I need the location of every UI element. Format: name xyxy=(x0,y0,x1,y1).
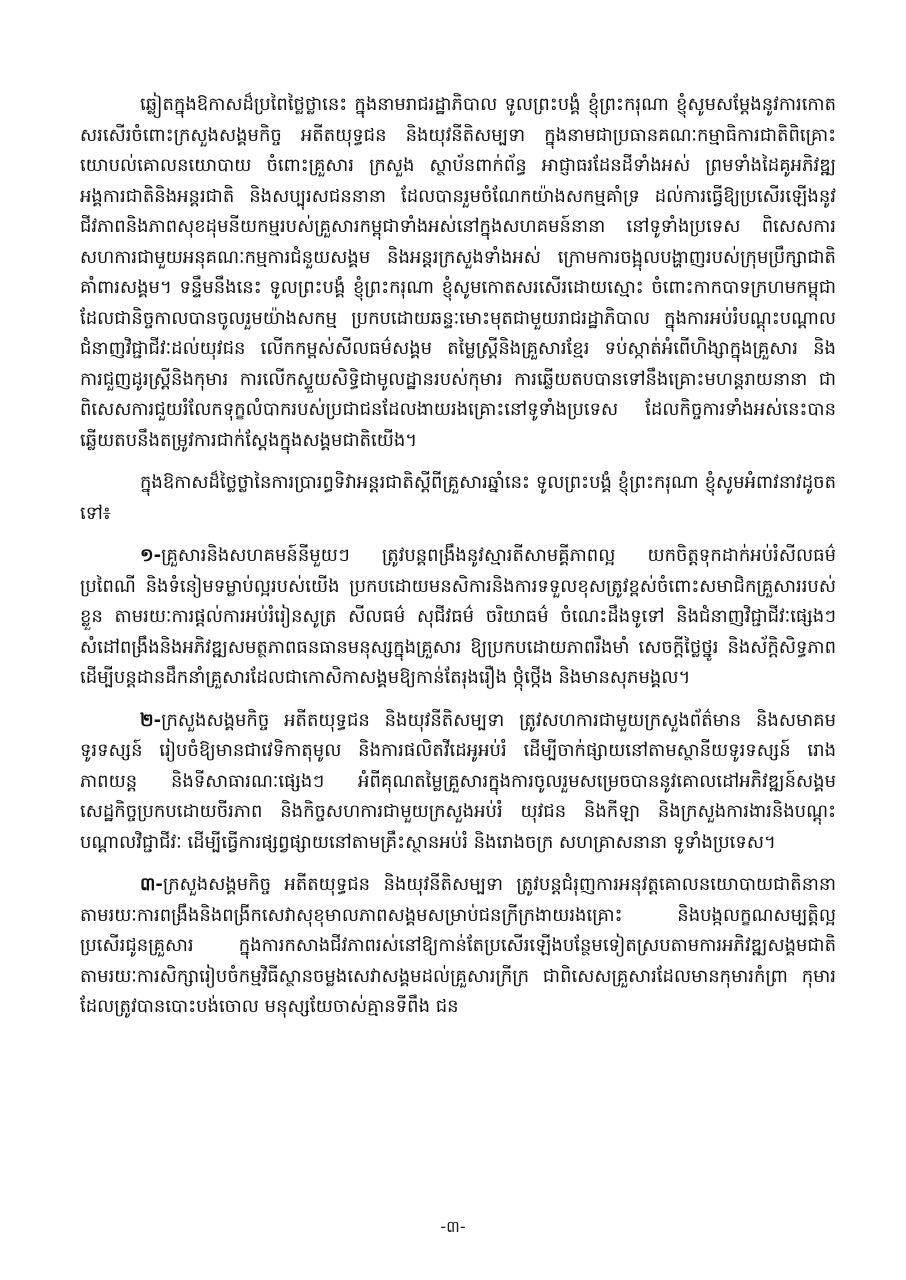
body-text xyxy=(80,90,836,1023)
paragraph-text: ឆ្លៀតក្នុងឱកាសដ៏ប្រពៃថ្លៃថ្លានេះ ក្នុងនាមរាជរដ្ឋាភិបាល ទូលព្រះបង្គំ ខ្ញុំព្រះករុណា ខ្ញុំសូមសម្តែងនូវការកោតសរសើរចំពោះក្រសួងសង្គមកិច្ច អតីតយុទ្ធជន និងយុវនីតិសម្បទា ក្នុងនាមជាប្រធានគណៈកម្មាធិការជាតិពិគ្រោះយោបល់គោលនយោបាយ ចំពោះគ្រួសារ ក្រសួង ស្ថាប័នពាក់ព័ន្ធ អាជ្ញាធរដែនដីទាំងអស់ ព្រមទាំងដៃគូអភិវឌ្ឍ អង្គការជាតិនិងអន្តរជាតិ និងសប្បុរសជននានា ដែលបានរួមចំណែកយ៉ាងសកម្មគាំទ្រ ដល់ការធ្វើឱ្យប្រសើរឡើងនូវជីវភាពនិងភាពសុខដុមនីយកម្មរបស់គ្រួសារកម្ពុជាទាំងអស់នៅក្នុងសហគមន៍នានា នៅទូទាំងប្រទេស ពិសេសការសហការជាមួយអនុគណៈកម្មការជំនួយសង្គម និងអន្តរក្រសួងទាំងអស់ ក្រោមការចង្អុលបង្ហាញរបស់ក្រុមប្រឹក្សាជាតិគាំពារសង្គម។ ទន្ទឹមនឹងនេះ ទូលព្រះបង្គំ ខ្ញុំព្រះករុណា ខ្ញុំសូមកោតសរសើរដោយស្មោះ ចំពោះកាកបាទក្រហមកម្ពុជា ដែលជានិច្ចកាលបានចូលរួមយ៉ាងសកម្ម ប្រកបដោយឆន្ទៈមោះមុតជាមួយរាជរដ្ឋាភិបាល ក្នុងការអប់រំបណ្តុះបណ្តាលជំនាញវិជ្ជាជីវៈដល់យុវជន លើកកម្ពស់សីលធម៌សង្គម តម្លៃស្ត្រីនិងគ្រួសារខ្មែរ ទប់ស្កាត់អំពើហិង្សាក្នុងគ្រួសារ និងការជួញដូរស្ត្រីនិងកុមារ ការលើកស្ទួយសិទ្ធិជាមូលដ្ឋានរបស់កុមារ ការឆ្លើយតបបានទៅនឹងគ្រោះមហន្តរាយនានា ជាពិសេសការជួយរំលែកទុក្ខលំបាករបស់ប្រជាជនដែលងាយរងគ្រោះនៅទូទាំងប្រទេស ដែលកិច្ចការទាំងអស់នេះបានឆ្លើយតបនឹងតម្រូវការជាក់ស្តែងក្នុងសង្គមជាតិយើង។ xyxy=(80,94,836,451)
page-number: -៣- xyxy=(440,1217,466,1236)
appeal-item-1 xyxy=(80,541,836,694)
paragraph-text: គ្រួសារនិងសហគមន៍នីមួយៗ ត្រូវបន្តពង្រឹងនូវស្មារតីសាមគ្គីភាពល្អ យកចិត្តទុកដាក់អប់រំសីលធម៌ ប្រពៃណី និងទំនៀមទម្លាប់ល្អរបស់យើង ប្រកបដោយមនសិការនិងការទទួលខុសត្រូវខ្ពស់ចំពោះសមាជិកគ្រួសាររបស់ខ្លួន តាមរយៈការផ្តល់ការអប់រំរៀនសូត្រ សីលធម៌ សុជីវធម៌ ចរិយាធម៌ ចំណេះដឹងទូទៅ និងជំនាញវិជ្ជាជីវៈផ្សេងៗ សំដៅពង្រឹងនិងអភិវឌ្ឍសមត្ថភាពធនធានមនុស្សក្នុងគ្រួសារ ឱ្យប្រកបដោយភាពរឹងមាំ សេចក្តីថ្លៃថ្នូរ និងស័ក្តិសិទ្ធភាព ដើម្បីបន្តដានដឹកនាំគ្រួសារដែលជាកោសិកាសង្គមឱ្យកាន់តែរុងរឿង ថ្កុំថ្កើង និងមានសុភមង្គល។ xyxy=(80,545,836,688)
appeal-item-2 xyxy=(80,706,836,859)
appeal-item-number: ២- xyxy=(140,709,162,731)
paragraph-text: ក្រសួងសង្គមកិច្ច អតីតយុទ្ធជន និងយុវនីតិសម្បទា ត្រូវបន្តជំរុញការអនុវត្តគោលនយោបាយជាតិនានា តាមរយៈការពង្រឹងនិងពង្រីកសេវាសុខុមាលភាពសង្គមសម្រាប់ជនក្រីក្រងាយរងគ្រោះ និងបង្កលក្ខណសម្បត្តិល្អប្រសើរជូនគ្រួសារ ក្នុងការកសាងជីវភាពរស់នៅឱ្យកាន់តែប្រសើរឡើងបន្ថែមទៀតស្របតាមការអភិវឌ្ឍសង្គមជាតិ តាមរយៈការសិក្សារៀបចំកម្មវិធីស្ថានចម្លងសេវាសង្គមដល់គ្រួសារក្រីក្រ ជាពិសេសគ្រួសារដែលមានកុមារកំព្រា កុមារដែលត្រូវបានបោះបង់ចោល មនុស្សយែចាស់គ្មានទីពឹង ជន xyxy=(80,874,836,1017)
paragraph-text: ក្រសួងសង្គមកិច្ច អតីតយុទ្ធជន និងយុវនីតិសម្បទា ត្រូវសហការជាមួយក្រសួងព័ត៌មាន និងសមាគមទូរទស្សន៍ រៀបចំឱ្យមានជាវេទិកាតុមូល និងការផលិតវីដេអូអប់រំ ដើម្បីចាក់ផ្សាយនៅតាមស្ថានីយទូរទស្សន៍ រោងភាពយន្ត និងទីសាធារណៈផ្សេងៗ អំពីគុណតម្លៃគ្រួសារក្នុងការចូលរួមសម្រេចបាននូវគោលដៅអភិវឌ្ឍន៍សង្គម សេដ្ឋកិច្ចប្រកបដោយចីរភាព និងកិច្ចសហការជាមួយក្រសួងអប់រំ យុវជន និងកីឡា និងក្រសួងការងារនិងបណ្តុះបណ្តាលវិជ្ជាជីវៈ ដើម្បីធ្វើការផ្សព្វផ្សាយនៅតាមគ្រឹះស្ថានអប់រំ និងរោងចក្រ សហគ្រាសនានា ទូទាំងប្រទេស។ xyxy=(80,709,836,853)
paragraph-text: ក្នុងឱកាសដ៏ថ្លៃថ្លានៃការប្រារព្ធទិវាអន្តរជាតិស្តីពីគ្រួសារឆ្នាំនេះ ទូលព្រះបង្គំ ខ្ញុំព្រះករុណា ខ្ញុំសូមអំពាវនាវដូចតទៅ៖ xyxy=(80,472,836,524)
appeal-item-3 xyxy=(80,870,836,1023)
appeal-item-number: ៣- xyxy=(140,874,163,895)
paragraph-appeal-lead xyxy=(80,468,836,529)
paragraph-intro-thanks xyxy=(80,90,836,456)
appeal-item-number: ១- xyxy=(140,545,162,566)
